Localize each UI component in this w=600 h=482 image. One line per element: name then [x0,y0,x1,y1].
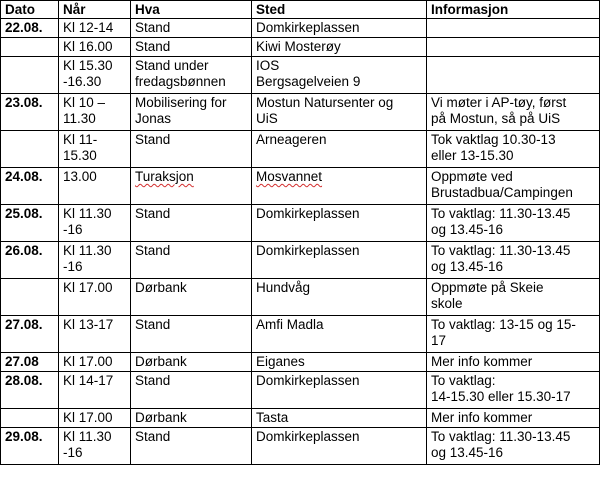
cell-line: 14-15.30 eller 15.30-17 [431,389,571,404]
cell-line: To vaktlag: 11.30-13.45 [431,243,571,258]
cell-hva [131,131,252,168]
cell-line: Dørbank [135,280,187,295]
cell-naar [59,316,131,353]
cell-line: på Mostun, så på UiS [431,111,561,126]
cell-line: To vaktlag: 13-15 og 15- [431,317,576,332]
cell-line: Kl 12-14 [63,20,114,35]
cell-line: Domkirkeplassen [256,373,360,388]
table-row [1,428,600,465]
cell-line: Amfi Madla [256,317,324,332]
cell-hva [131,279,252,316]
cell-dato: 28.08. [1,372,59,409]
cell-line: Stand [135,132,171,147]
table-header-row [1,1,600,19]
table-row [1,353,600,372]
cell-sted [252,353,427,372]
cell-sted [252,242,427,279]
cell-naar [59,242,131,279]
cell-line: -16.30 [63,74,102,89]
table-row [1,205,600,242]
cell-informasjon [427,316,600,353]
cell-informasjon [427,131,600,168]
cell-informasjon [427,38,600,57]
cell-hva [131,428,252,465]
cell-hva [131,316,252,353]
cell-line: Kiwi Mosterøy [256,39,341,54]
cell-line: Stand [135,317,171,332]
cell-line: Kl 11.30 [63,429,112,444]
cell-informasjon [427,279,600,316]
cell-hva [131,353,252,372]
cell-line: Kl 11.30 [63,206,112,221]
cell-line: UiS [256,111,278,126]
cell-line: Kl 10 – [63,95,106,110]
cell-sted [252,38,427,57]
table-row [1,168,600,205]
cell-naar [59,168,131,205]
cell-line: skole [431,296,463,311]
cell-line: Stand [135,373,171,388]
cell-line: -16 [63,445,83,460]
cell-line: Kl 17.00 [63,354,113,369]
table-row [1,409,600,428]
cell-naar [59,38,131,57]
cell-dato [1,38,59,57]
table-row [1,279,600,316]
cell-line: Arneageren [256,132,327,147]
cell-line: Eiganes [256,354,305,369]
cell-line: Turaksjon [135,169,194,184]
cell-line: Kl 11- [63,132,98,147]
cell-sted [252,94,427,131]
cell-informasjon [427,205,600,242]
cell-naar [59,94,131,131]
cell-line: Kl 16.00 [63,39,113,54]
cell-hva [131,242,252,279]
cell-sted [252,57,427,94]
cell-sted [252,131,427,168]
cell-dato [1,409,59,428]
cell-line: Tasta [256,410,289,425]
cell-line: Stand [135,429,171,444]
cell-dato [1,131,59,168]
table-row [1,372,600,409]
cell-hva [131,372,252,409]
cell-line: Dørbank [135,354,187,369]
cell-line: Kl 17.00 [63,280,113,295]
cell-line: Dørbank [135,410,187,425]
cell-line: Hundvåg [256,280,311,295]
table-row [1,38,600,57]
cell-line: Kl 17.00 [63,410,113,425]
cell-hva [131,57,252,94]
cell-sted [252,409,427,428]
cell-hva [131,94,252,131]
cell-informasjon [427,19,600,38]
cell-line: Mer info kommer [431,354,533,369]
cell-line: Kl 11.30 [63,243,112,258]
cell-line: Kl 15.30 [63,58,113,73]
cell-dato: 25.08. [1,205,59,242]
cell-line: og 13.45-16 [431,222,504,237]
header-dato: Dato [1,1,59,19]
cell-sted [252,428,427,465]
cell-line: Stand [135,243,171,258]
cell-line: og 13.45-16 [431,259,504,274]
cell-hva [131,19,252,38]
cell-dato [1,279,59,316]
cell-naar [59,409,131,428]
cell-informasjon [427,428,600,465]
cell-hva [131,205,252,242]
cell-informasjon [427,353,600,372]
cell-informasjon [427,57,600,94]
cell-line: Vi møter i AP-tøy, først [431,95,567,110]
cell-sted [252,19,427,38]
cell-line: 11.30 [63,111,96,126]
cell-line: IOS [256,58,280,73]
cell-line: To vaktlag: [431,373,496,388]
cell-dato: 24.08. [1,168,59,205]
cell-dato: 26.08. [1,242,59,279]
cell-sted [252,372,427,409]
cell-line: -16 [63,222,83,237]
cell-naar [59,428,131,465]
cell-dato: 27.08 [1,353,59,372]
cell-line: To vaktlag: 11.30-13.45 [431,206,571,221]
cell-line: Stand [135,20,171,35]
cell-line: Stand [135,39,171,54]
cell-line: Kl 13-17 [63,317,114,332]
cell-sted [252,316,427,353]
cell-sted [252,279,427,316]
cell-hva [131,38,252,57]
cell-line: Oppmøte på Skeie [431,280,544,295]
cell-line: Mosvannet [256,169,323,184]
cell-naar [59,57,131,94]
cell-line: 13.00 [63,169,97,184]
cell-line: eller 13-15.30 [431,148,514,163]
cell-line: Stand [135,206,171,221]
cell-hva [131,168,252,205]
table-row [1,131,600,168]
cell-line: Kl 14-17 [63,373,114,388]
cell-line: -16 [63,259,83,274]
cell-dato: 27.08. [1,316,59,353]
cell-dato [1,57,59,94]
cell-line: Domkirkeplassen [256,20,360,35]
cell-sted [252,168,427,205]
header-hva: Hva [131,1,252,19]
cell-hva [131,409,252,428]
cell-line: Oppmøte ved [431,169,513,184]
cell-dato: 22.08. [1,19,59,38]
cell-naar [59,372,131,409]
cell-line: fredagsbønnen [135,74,226,89]
header-informasjon: Informasjon [427,1,600,19]
cell-dato: 23.08. [1,94,59,131]
cell-line: 17 [431,333,447,348]
table-row [1,242,600,279]
cell-naar [59,279,131,316]
cell-sted [252,205,427,242]
cell-line: Mer info kommer [431,410,533,425]
cell-line: To vaktlag: 11.30-13.45 [431,429,571,444]
cell-naar [59,353,131,372]
cell-informasjon [427,242,600,279]
cell-naar [59,19,131,38]
table-row [1,19,600,38]
table-row [1,94,600,131]
cell-line: Domkirkeplassen [256,243,360,258]
cell-line: Domkirkeplassen [256,206,360,221]
cell-informasjon [427,94,600,131]
cell-line: Bergsagelveien 9 [256,74,361,89]
cell-informasjon [427,372,600,409]
cell-line: Mobilisering for [135,95,227,110]
cell-informasjon [427,409,600,428]
cell-line: og 13.45-16 [431,445,504,460]
cell-line: Brustadbua/Campingen [431,185,573,200]
header-naar: Når [59,1,131,19]
cell-dato: 29.08. [1,428,59,465]
cell-line: 15.30 [63,148,97,163]
cell-line: Jonas [135,111,172,126]
cell-line: Stand under [135,58,209,73]
cell-naar [59,131,131,168]
cell-informasjon [427,168,600,205]
cell-line: Tok vaktlag 10.30-13 [431,132,556,147]
cell-naar [59,205,131,242]
cell-line: Domkirkeplassen [256,429,360,444]
table-row [1,57,600,94]
cell-line: Mostun Natursenter og [256,95,394,110]
table-row [1,316,600,353]
header-sted: Sted [252,1,427,19]
